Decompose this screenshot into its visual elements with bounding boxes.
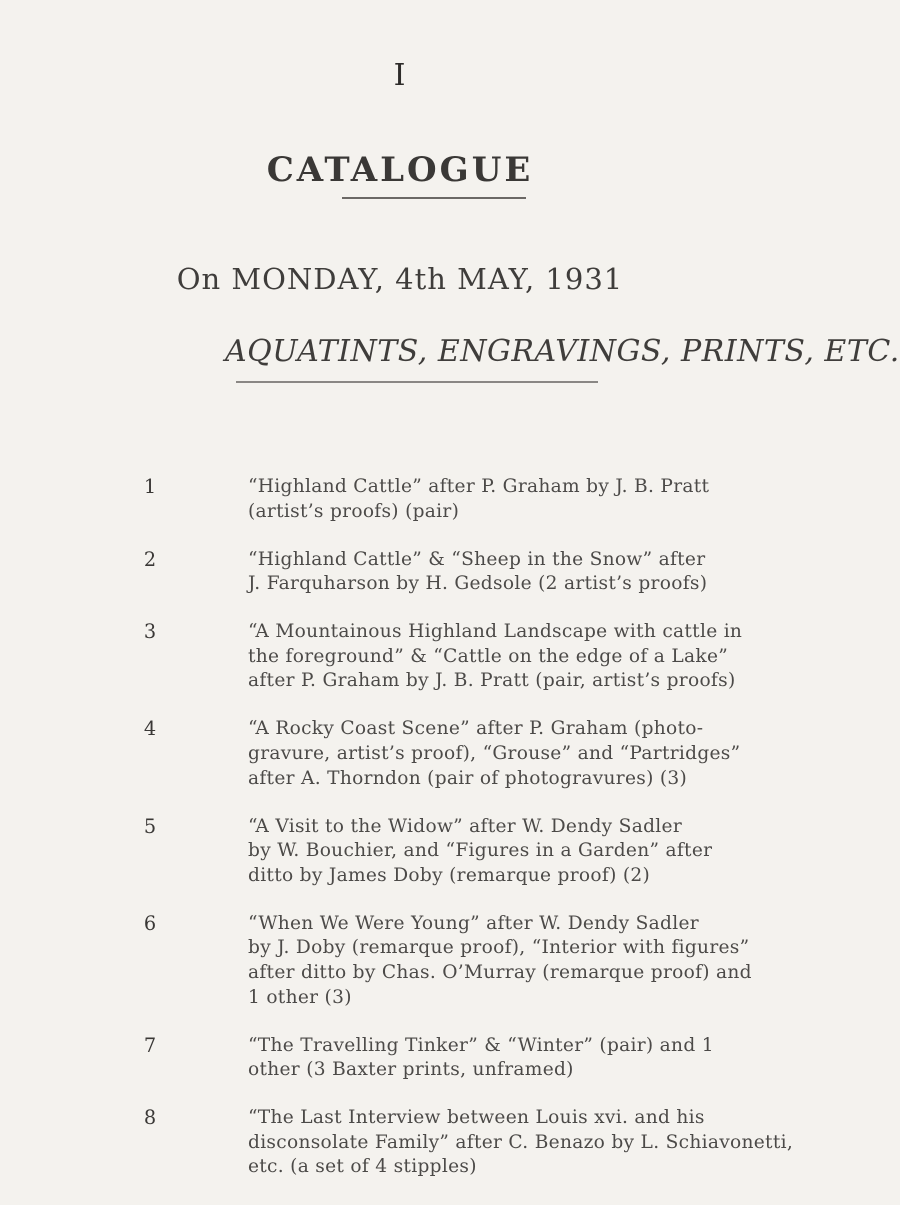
page-number: I: [393, 58, 407, 93]
lot-line: 1 other (3): [248, 986, 352, 1008]
lot-description: [248, 815, 788, 889]
lot-description: [248, 620, 788, 694]
lot-line: “A Visit to the Widow” after W. Dendy Sadler: [248, 815, 682, 837]
lot-description: [248, 1034, 788, 1083]
lot-line: “The Travelling Tinker” & “Winter” (pair) and 1: [248, 1034, 714, 1056]
lot-number: 8: [143, 1106, 157, 1130]
lot-line: by J. Doby (remarque proof), “Interior with figures”: [248, 937, 750, 959]
lot-line: “A Rocky Coast Scene” after P. Graham (photo-: [248, 718, 704, 740]
lot-line: after A. Thorndon (pair of photogravures) (3): [248, 767, 688, 789]
lot-line: J. Farquharson by H. Gedsole (2 artist’s proofs): [248, 573, 708, 595]
lot-line: “When We Were Young” after W. Dendy Sadler: [248, 912, 699, 934]
lot-description: [248, 548, 788, 597]
lot-description: [248, 475, 788, 524]
lot-line: disconsolate Family” after C. Benazo by L. Schiavonetti,: [248, 1131, 794, 1153]
sale-date: On MONDAY, 4th MAY, 1931: [176, 262, 624, 296]
lot-number: 6: [143, 911, 157, 935]
heading-rule: [342, 197, 526, 199]
lot-line: gravure, artist’s proof), “Grouse” and “Partridges”: [248, 742, 741, 764]
lot-description: [248, 717, 788, 791]
lot-line: “The Last Interview between Louis xvi. and his: [248, 1107, 705, 1129]
lot-line: “Highland Cattle” after P. Graham by J. B. Pratt: [248, 476, 710, 497]
lot-line: “Highland Cattle” & “Sheep in the Snow” after: [248, 548, 706, 570]
lot-description: [248, 912, 788, 1010]
lot-number: 4: [143, 717, 157, 741]
lot-line: by W. Bouchier, and “Figures in a Garden” after: [248, 840, 713, 862]
lot-number: 5: [143, 814, 157, 838]
lot-number: 2: [143, 547, 157, 571]
lot-line: (artist’s proofs) (pair): [248, 500, 460, 522]
lot-line: the foreground” & “Cattle on the edge of a Lake”: [248, 645, 729, 667]
lot-number: 1: [143, 475, 157, 498]
catalogue-heading: CATALOGUE: [266, 150, 534, 190]
section-rule: [236, 381, 598, 383]
section-title: AQUATINTS, ENGRAVINGS, PRINTS, ETC.: [225, 334, 900, 369]
lot-line: other (3 Baxter prints, unframed): [248, 1059, 574, 1081]
lot-number: 7: [143, 1033, 157, 1057]
lot-line: ditto by James Doby (remarque proof) (2): [248, 864, 651, 886]
lot-number: 3: [143, 620, 157, 644]
lot-line: etc. (a set of 4 stipples): [248, 1156, 477, 1178]
lot-line: after P. Graham by J. B. Pratt (pair, artist’s proofs): [248, 670, 736, 692]
lot-line: “A Mountainous Highland Landscape with cattle in: [248, 621, 743, 643]
lot-line: after ditto by Chas. O’Murray (remarque proof) and: [248, 961, 752, 983]
lot-description: [248, 1106, 794, 1180]
